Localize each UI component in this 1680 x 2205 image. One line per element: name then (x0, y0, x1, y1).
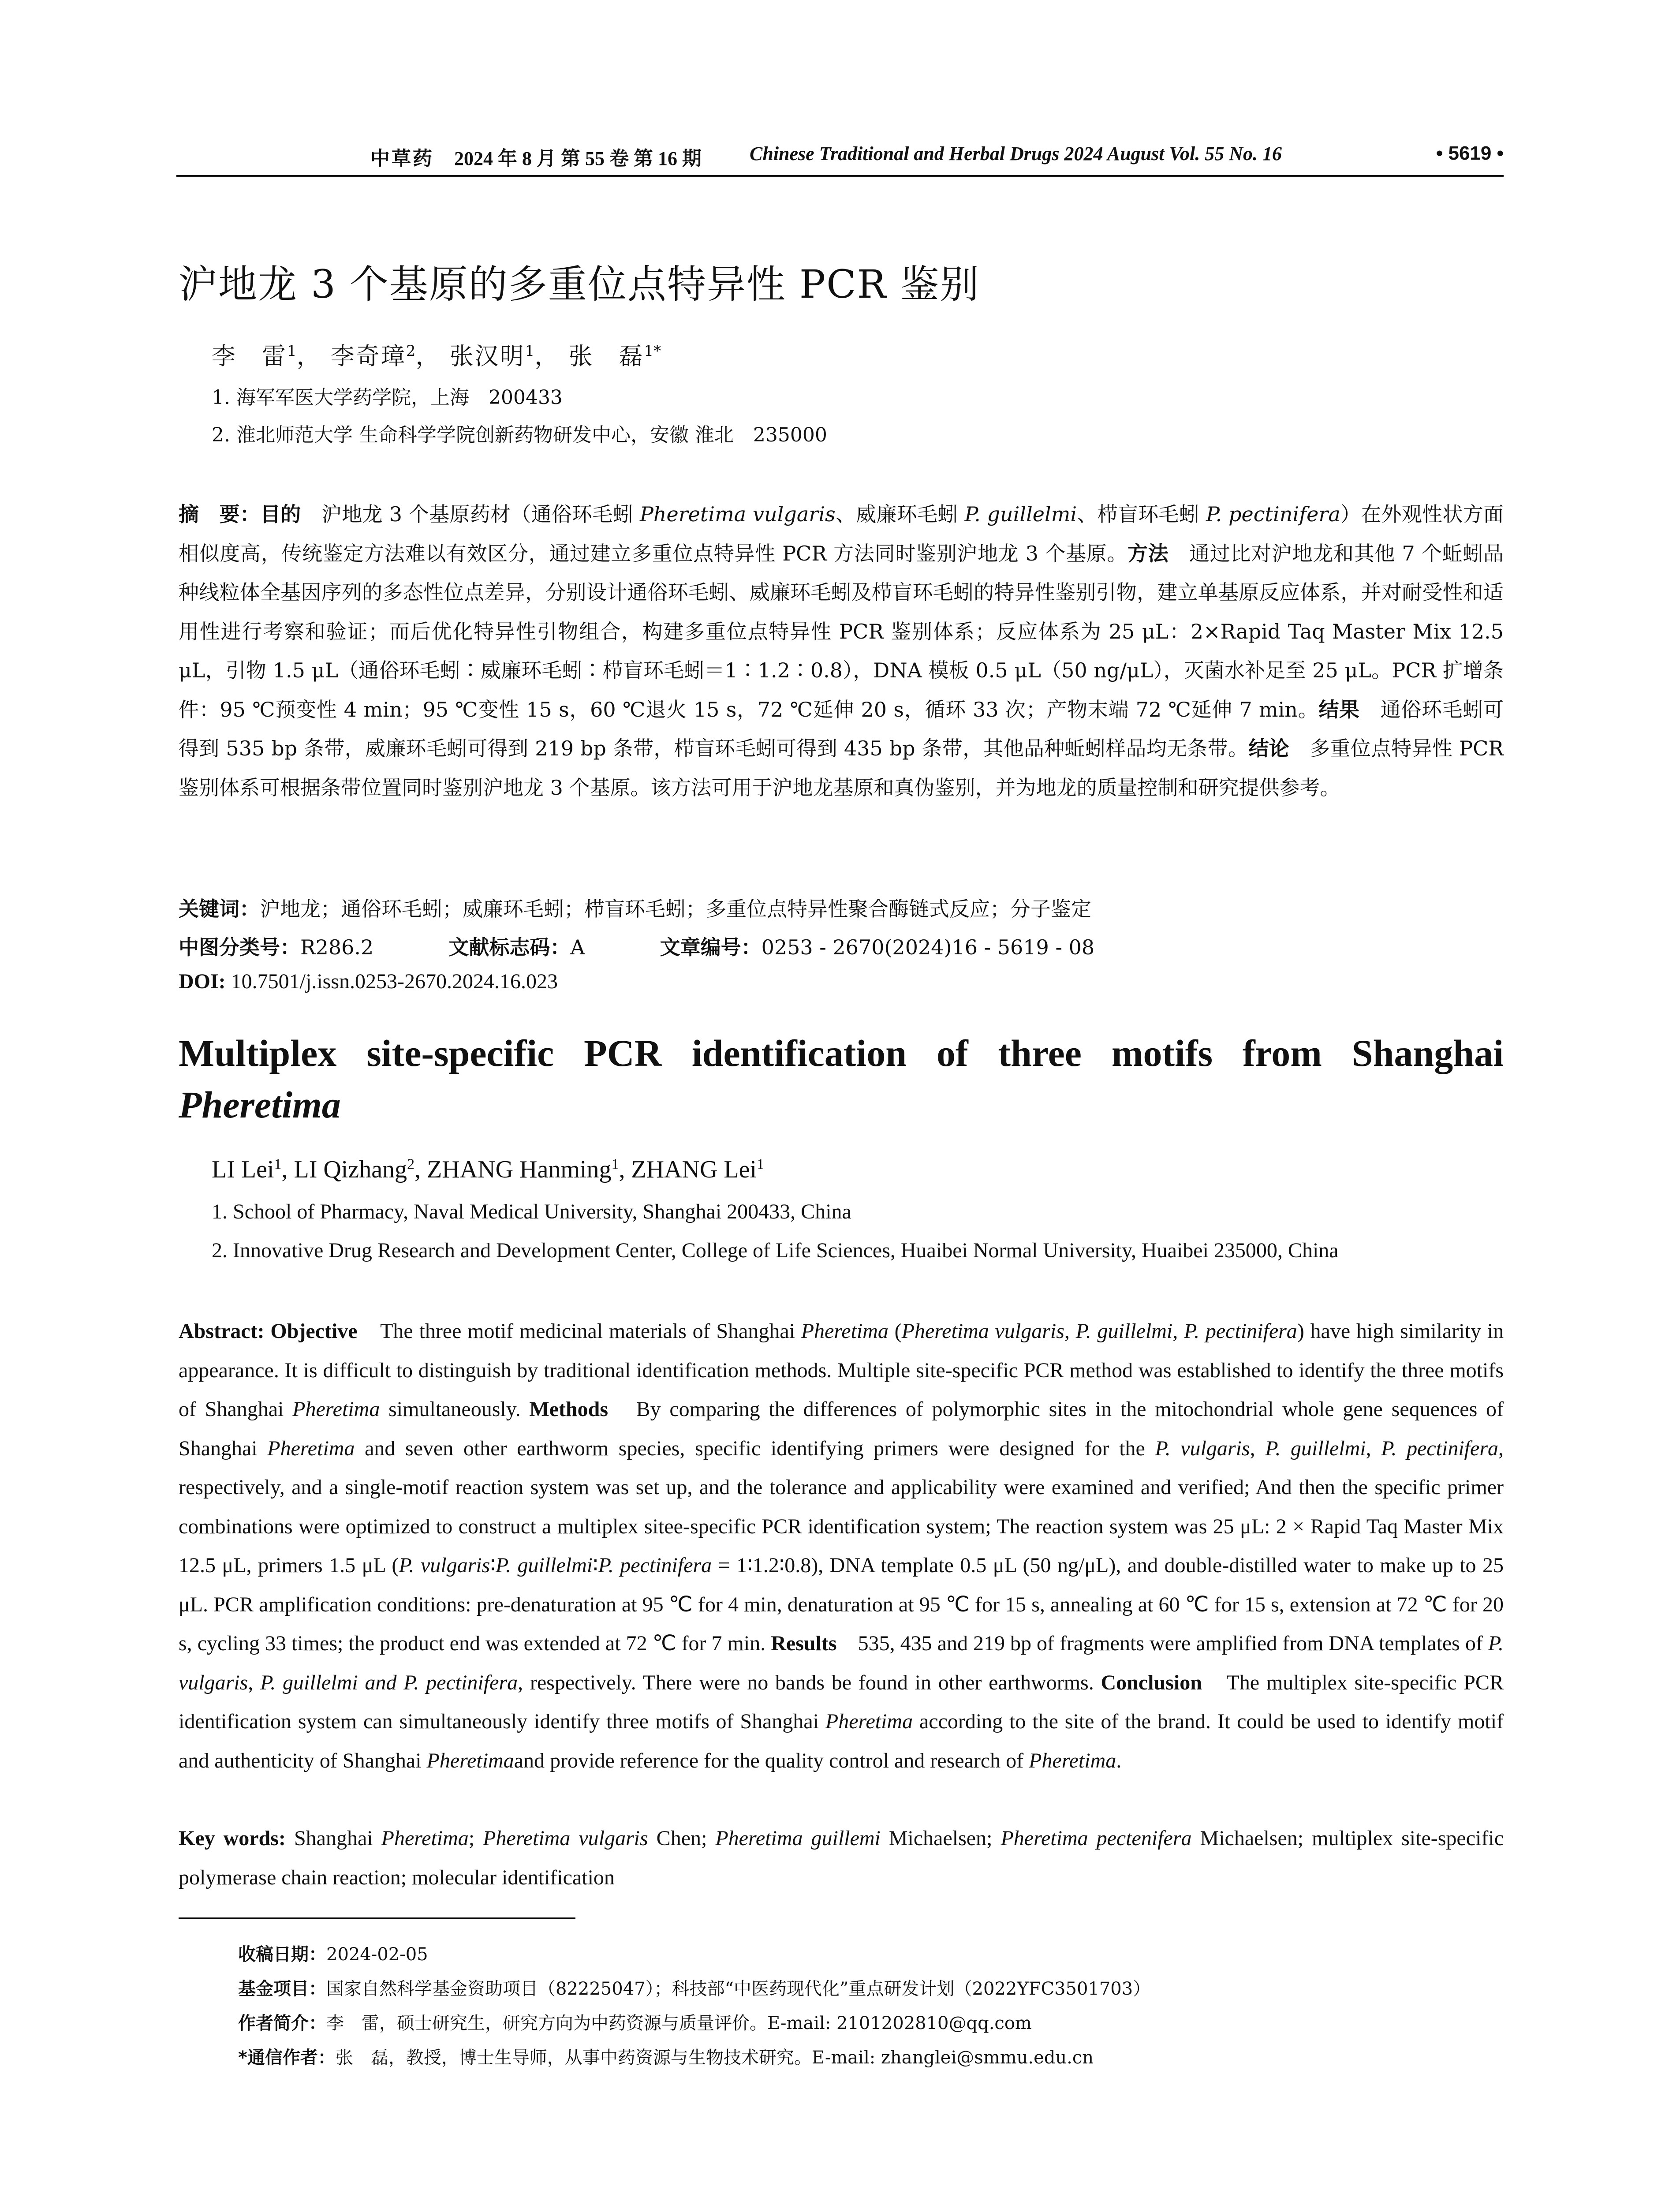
keywords-en-label: Key words: (179, 1827, 286, 1850)
keyword-text: ; (468, 1827, 483, 1850)
abstract-text: 沪地龙 3 个基原药材（通俗环毛蚓 (301, 502, 640, 526)
footnote-value: 李 雷，硕士研究生，研究方向为中药资源与质量评价。E-mail: 2101202810@qq.com (326, 2013, 1032, 2033)
abstract-text: ∶ (593, 1554, 598, 1577)
article-no-value: 0253 - 2670(2024)16 - 5619 - 08 (761, 935, 1095, 959)
species-name: P. guillelmi (1265, 1436, 1366, 1460)
footnote-label: 作者简介： (238, 2013, 326, 2033)
affiliation-cn-2: 2. 淮北师范大学 生命科学学院创新药物研发中心，安徽 淮北 235000 (212, 424, 827, 446)
author-affil-sup: 2 (407, 1156, 415, 1173)
author-cn: 李 雷 (212, 342, 287, 370)
abstract-text: , (1064, 1319, 1076, 1343)
abstract-text: , respectively. There were no bands be found in other earthworms. (518, 1671, 1094, 1694)
abstract-text: 通过比对沪地龙和其他 7 个蚯蚓品种线粒体全基因序列的多态性位点差异，分别设计通俗环毛蚓、威廉环毛蚓及栉盲环毛蚓的特异性鉴别引物，建立单基原反应体系，并对耐受性和适用性进行考察和验证；而后优化特异性引物组合，构建多重位点特异性 PCR 鉴别体系；反应体系为 25 μL：2×Rapid Taq Master Mix 12.5 μL，引物 1.5 μL（通俗环毛蚓∶威廉环毛蚓∶栉盲环毛蚓＝1∶1.2∶0.8），DNA 模板 0.5 μL（50 ng/μL），灭菌水补足至 25 μL。PCR 扩增条件：95 ℃预变性 4 min；95 ℃变性 15 s，60 ℃退火 15 s，72 ℃延伸 20 s，循环 33 次；产物末端 72 ℃延伸 7 min。 (179, 541, 1504, 721)
title-en-italic: Pheretima (179, 1084, 341, 1126)
authors-en (212, 1155, 764, 1184)
species-name: P. pectinifera (1183, 1319, 1297, 1343)
footnote-value: 国家自然科学基金资助项目（82225047）；科技部“中医药现代化”重点研发计划（2022YFC3501703） (326, 1979, 1151, 1999)
authors-cn (212, 337, 661, 371)
keywords-cn-label: 关键词： (179, 897, 260, 921)
title-cn: 沪地龙 3 个基原的多重位点特异性 PCR 鉴别 (179, 262, 980, 307)
author-en: LI Lei (212, 1156, 274, 1183)
author-affil-sup: 1 (274, 1156, 282, 1173)
footnote-label: 收稿日期： (238, 1944, 326, 1965)
abstract-text: 、栉盲环毛蚓 (1077, 502, 1206, 526)
abstract-text: ( (888, 1319, 902, 1343)
objective-label: 目的 (260, 502, 301, 526)
species-name: P. pectinifera (598, 1554, 712, 1577)
author-cn: 张汉明 (449, 342, 525, 370)
species-name: Pheretima (825, 1710, 913, 1733)
journal-logo: 中草药 (370, 147, 434, 170)
doc-code-value: A (570, 935, 585, 959)
results-label-en: Results (771, 1632, 837, 1655)
doi-line (179, 969, 558, 994)
abstract-en (179, 1312, 1504, 1780)
footnote-funding (238, 1975, 1150, 2000)
species-name: Pheretima (267, 1436, 355, 1460)
author-affil-sup: 1 (611, 1156, 619, 1173)
keyword-species: Pheretima pectenifera (1001, 1827, 1192, 1850)
author-affil-sup: 1* (644, 342, 661, 360)
doi-label: DOI: (179, 970, 226, 993)
species-name: Pheretima (801, 1319, 889, 1343)
abstract-text: The three motif medicinal materials of Shanghai (357, 1319, 801, 1343)
author-cn: 张 磊 (568, 342, 644, 370)
keywords-en (179, 1819, 1504, 1897)
abstract-text: , respectively, and a single-motif reaction system was set up, and the tolerance and applicability were examined and verified; And then the specific primer combinations were optimized to construct a multiplex sitee-specific PCR identification system; The reaction system was 25 μL: 2 × Rapid Taq Master Mix 12.5 μL, primers 1.5 μL ( (179, 1436, 1504, 1577)
page-number: • 5619 • (1436, 142, 1504, 164)
abstract-text: , (248, 1671, 261, 1694)
abstract-text: = 1∶1.2∶0.8), DNA template 0.5 μL (50 ng/μL), and double-distilled water to make up to 25 μL. PCR amplification conditions: pre-denaturation at 95 ℃ for 4 min, denaturation at 95 ℃ for 15 s, annealing at 60 ℃ for 15 s, extension at 72 ℃ for 20 s, cycling 33 times; the product end was extended at 72 ℃ for 7 min. (179, 1554, 1504, 1655)
doc-code-label: 文献标志码： (448, 935, 571, 959)
species-name: P. guillelmi (1075, 1319, 1173, 1343)
keywords-cn (179, 893, 1091, 922)
keyword-text: Michaelsen; multiplex site-specific polymerase chain reaction; molecular identification (179, 1827, 1504, 1889)
author-en: LI Qizhang (294, 1156, 407, 1183)
species-name: Pheretima vulgaris (639, 502, 836, 526)
species-name: Pheretima vulgaris (901, 1319, 1064, 1343)
species-name: Pheretima (1029, 1749, 1116, 1772)
footnote-value: 张 磊，教授，博士生导师，从事中药资源与生物技术研究。E-mail: zhanglei@smmu.edu.cn (335, 2048, 1094, 2068)
author-separator: ， (296, 342, 322, 370)
species-name: Pheretima (292, 1398, 380, 1421)
author-separator: , (619, 1156, 631, 1183)
abstract-cn (179, 495, 1504, 807)
abstract-text: , (1366, 1436, 1381, 1460)
author-separator: ， (534, 342, 560, 370)
abstract-text: . (1116, 1749, 1122, 1772)
abstract-text: 、威廉环毛蚓 (835, 502, 965, 526)
methods-label: 方法 (1127, 541, 1169, 565)
footnote-author-bio (238, 2009, 1032, 2034)
abstract-en-label: Abstract: Objective (179, 1319, 358, 1343)
author-separator: , (414, 1156, 427, 1183)
footnote-rule (179, 1917, 575, 1919)
abstract-text: , (1172, 1319, 1184, 1343)
clc-label: 中图分类号： (179, 935, 300, 959)
affiliation-en-1: 1. School of Pharmacy, Naval Medical University, Shanghai 200433, China (212, 1200, 851, 1223)
abstract-text: and seven other earthworm species, specific identifying primers were designed for the (355, 1436, 1155, 1460)
title-en (179, 1028, 1504, 1131)
author-affil-sup: 1 (525, 342, 535, 360)
species-name: P. vulgaris (179, 1632, 1504, 1694)
abstract-text: , (1250, 1436, 1266, 1460)
species-name: P. guillelmi and P. pectinifera (260, 1671, 518, 1694)
abstract-text: The multiplex site-specific PCR identification system can simultaneously identify three motifs of Shanghai (179, 1671, 1504, 1733)
footnote-value: 2024-02-05 (326, 1944, 428, 1965)
footnote-label: *通信作者： (238, 2048, 336, 2068)
abstract-text: simultaneously. (380, 1398, 521, 1421)
abstract-text: 多重位点特异性 PCR 鉴别体系可根据条带位置同时鉴别沪地龙 3 个基原。该方法可用于沪地龙基原和真伪鉴别，并为地龙的质量控制和研究提供参考。 (179, 736, 1504, 800)
footnote-corresponding (238, 2044, 1094, 2069)
author-en: ZHANG Hanming (427, 1156, 612, 1183)
methods-label-en: Methods (529, 1398, 609, 1421)
species-name: P. pectinifera (1381, 1436, 1499, 1460)
clc-value: R286.2 (300, 935, 374, 959)
affiliation-en-2: 2. Innovative Drug Research and Development Center, College of Life Sciences, Huaibei Normal University, Huaibei 235000, China (212, 1239, 1339, 1262)
footnote-received (238, 1940, 428, 1966)
author-separator: , (281, 1156, 294, 1183)
species-name: P. guillelmi (495, 1554, 593, 1577)
abstract-cn-label: 摘 要： (179, 502, 261, 526)
author-cn: 李奇璋 (330, 342, 406, 370)
classification-line (179, 931, 1094, 960)
species-name: Pheretima (426, 1749, 514, 1772)
keywords-cn-value: 沪地龙；通俗环毛蚓；威廉环毛蚓；栉盲环毛蚓；多重位点特异性聚合酶链式反应；分子鉴定 (260, 897, 1091, 921)
keyword-text: Shanghai (285, 1827, 381, 1850)
abstract-text: according to the site of the brand. It could be used to identify motif and authenticity of Shanghai (179, 1710, 1504, 1772)
species-name: P. vulgaris (1155, 1436, 1250, 1460)
header-rule (176, 175, 1504, 177)
species-name: P. vulgaris (399, 1554, 490, 1577)
abstract-text: By comparing the differences of polymorphic sites in the mitochondrial whole gene sequences of Shanghai (179, 1398, 1504, 1460)
doi-value[interactable]: 10.7501/j.issn.0253-2670.2024.16.023 (231, 970, 558, 993)
species-name: P. guillelmi (964, 502, 1077, 526)
author-affil-sup: 1 (757, 1156, 765, 1173)
species-name: P. pectinifera (1206, 502, 1340, 526)
conclusion-label-en: Conclusion (1101, 1671, 1202, 1694)
issue-cn: 2024 年 8 月 第 55 卷 第 16 期 (454, 148, 702, 169)
issue-en: Chinese Traditional and Herbal Drugs 2024 August Vol. 55 No. 16 (750, 143, 1282, 164)
author-affil-sup: 2 (406, 342, 416, 360)
keyword-species: Pheretima vulgaris (483, 1827, 648, 1850)
abstract-text: 535, 435 and 219 bp of fragments were amplified from DNA templates of (836, 1632, 1488, 1655)
keyword-species: Pheretima guillemi (715, 1827, 881, 1850)
abstract-text: 通俗环毛蚓可得到 535 bp 条带，威廉环毛蚓可得到 219 bp 条带，栉盲环毛蚓可得到 435 bp 条带，其他品种蚯蚓样品均无条带。 (179, 697, 1504, 760)
title-en-main: Multiplex site-specific PCR identification of three motifs from Shanghai (179, 1032, 1504, 1074)
abstract-text: ) have high similarity in appearance. It is difficult to distinguish by traditional identification methods. Multiple site-specific PCR method was established to identify the three motifs of Shanghai (179, 1319, 1504, 1421)
abstract-text: ∶ (490, 1554, 496, 1577)
abstract-text: and provide reference for the quality control and research of (514, 1749, 1029, 1772)
results-label: 结果 (1318, 697, 1360, 721)
abstract-text: ）在外观性状方面相似度高，传统鉴定方法难以有效区分，通过建立多重位点特异性 PCR 方法同时鉴别沪地龙 3 个基原。 (179, 502, 1504, 565)
keyword-text: Michaelsen; (880, 1827, 1001, 1850)
keyword-species: Pheretima (381, 1827, 469, 1850)
author-affil-sup: 1 (287, 342, 297, 360)
keyword-text: Chen; (648, 1827, 716, 1850)
footnote-label: 基金项目： (238, 1979, 326, 1999)
article-no-label: 文章编号： (660, 935, 762, 959)
conclusion-label: 结论 (1248, 736, 1289, 760)
author-en: ZHANG Lei (631, 1156, 757, 1183)
affiliation-cn-1: 1. 海军军医大学药学院，上海 200433 (212, 386, 563, 409)
author-separator: ， (415, 342, 441, 370)
